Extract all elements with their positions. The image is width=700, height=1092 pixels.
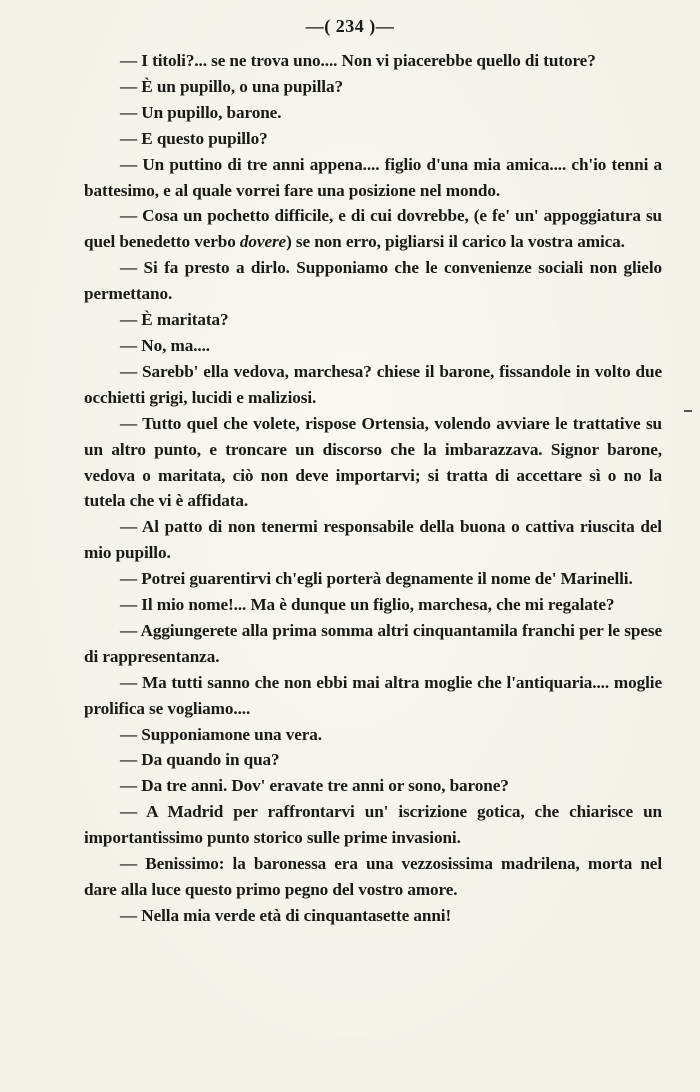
paragraph: — Ma tutti sanno che non ebbi mai altra moglie che l'antiquaria.... moglie prolifica se vogliamo....: [84, 672, 662, 718]
paragraph: — Da tre anni. Dov' eravate tre anni or sono, barone?: [120, 776, 509, 796]
paragraph: — Benissimo: la baronessa era una vezzosissima madrilena, morta nel dare alla luce questo primo pegno del vostro amore.: [84, 854, 662, 899]
paragraph: — Potrei guarentirvi ch'egli porterà degnamente il nome de' Marinelli.: [120, 569, 633, 589]
paragraph: — Da quando in qua?: [120, 750, 280, 770]
paragraph: — Tutto quel che volete, rispose Ortensia, volendo avviare le trattative su un altro punto, e troncare un discorso che la imbarazzava. Signor barone, vedova o maritata, ciò non deve importarvi; si tratta di accettare sì o no la tutela che vi è affidata.: [84, 413, 662, 511]
margin-mark: [684, 410, 692, 412]
paragraph: — No, ma....: [120, 335, 210, 355]
paragraph: — Nella mia verde età di cinquantasette anni!: [120, 905, 452, 925]
paragraph: — Al patto di non tenermi responsabile della buona o cattiva riuscita del mio pupillo.: [84, 517, 662, 563]
paragraph: — È maritata?: [120, 310, 229, 330]
paragraph: — Sarebb' ella vedova, marchesa? chiese il barone, fissandole in volto due occhietti grigi, lucidi e maliziosi.: [84, 361, 662, 407]
paragraph: — Aggiungerete alla prima somma altri cinquantamila franchi per le spese di rappresentanza.: [84, 620, 662, 666]
paragraph: — A Madrid per raffrontarvi un' iscrizione gotica, che chiarisce un importantissimo punto storico sulle prime invasioni.: [84, 802, 662, 848]
emphasized-word: dovere: [239, 232, 287, 252]
paragraph: — Si fa presto a dirlo. Supponiamo che le convenienze sociali non glielo permettano.: [84, 258, 662, 304]
paragraph: — Cosa un pochetto difficile, e di cui dovrebbe, (e fe' un' appoggiatura su quel benedetto verbo dovere) se non erro, pigliarsi il carico la vostra amica.: [84, 206, 662, 252]
paragraph: — I titoli?... se ne trova uno.... Non vi piacerebbe quello di tutore?: [120, 51, 596, 70]
paragraph: — Il mio nome!... Ma è dunque un figlio, marchesa, che mi regalate?: [120, 595, 615, 615]
paragraph: — E questo pupillo?: [120, 128, 268, 148]
paragraph: — Un pupillo, barone.: [120, 102, 282, 122]
page-number: —( 234 )—: [305, 16, 395, 36]
page-body: [84, 48, 662, 929]
paragraph: — Un puttino di tre anni appena.... figlio d'una mia amica.... ch'io tenni a battesimo, e al quale vorrei fare una posizione nel mondo.: [84, 154, 662, 200]
paragraph: — È un pupillo, o una pupilla?: [120, 76, 343, 96]
paragraph: — Supponiamone una vera.: [120, 724, 322, 744]
